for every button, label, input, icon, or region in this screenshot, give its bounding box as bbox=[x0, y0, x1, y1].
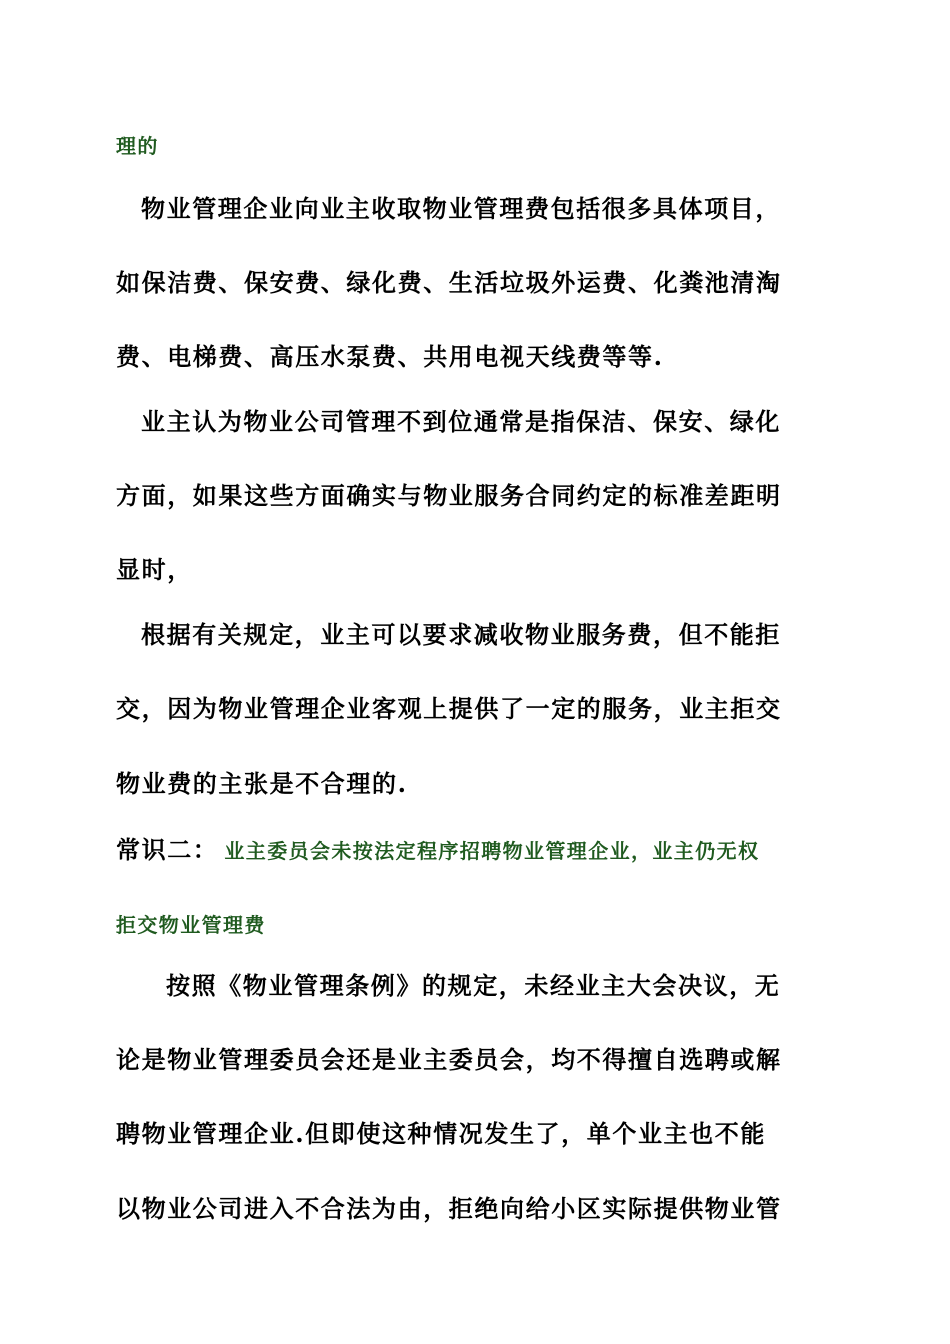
paragraph-line: 费、电梯费、高压水泵费、共用电视天线费等等. bbox=[116, 342, 664, 371]
paragraph-line: 显时， bbox=[116, 555, 193, 584]
section-label: 常识二： bbox=[116, 835, 219, 864]
section-title-tail: 理的 bbox=[116, 134, 159, 158]
paragraph-line: 物业管理企业向业主收取物业管理费包括很多具体项目， bbox=[141, 194, 781, 223]
paragraph-line: 交，因为物业管理企业客观上提供了一定的服务，业主拒交 bbox=[116, 694, 782, 723]
paragraph-line: 业主认为物业公司管理不到位通常是指保洁、保安、绿化 bbox=[141, 407, 781, 436]
paragraph-line: 按照《物业管理条例》的规定，未经业主大会决议，无 bbox=[166, 971, 781, 1000]
paragraph-line: 论是物业管理委员会还是业主委员会，均不得擅自选聘或解 bbox=[116, 1045, 782, 1074]
paragraph-line: 方面，如果这些方面确实与物业服务合同约定的标准差距明 bbox=[116, 481, 782, 510]
section-heading bbox=[116, 835, 759, 866]
paragraph-line: 如保洁费、保安费、绿化费、生活垃圾外运费、化粪池清淘 bbox=[116, 268, 782, 297]
section-title-continued: 拒交物业管理费 bbox=[116, 913, 266, 937]
paragraph-line: 根据有关规定，业主可以要求减收物业服务费，但不能拒 bbox=[141, 620, 781, 649]
paragraph-line: 以物业公司进入不合法为由，拒绝向给小区实际提供物业管 bbox=[116, 1194, 782, 1223]
paragraph-line: 物业费的主张是不合理的. bbox=[116, 769, 408, 798]
section-title: 业主委员会未按法定程序招聘物业管理企业，业主仍无权 bbox=[224, 839, 760, 863]
paragraph-line: 聘物业管理企业.但即使这种情况发生了，单个业主也不能 bbox=[116, 1119, 766, 1148]
